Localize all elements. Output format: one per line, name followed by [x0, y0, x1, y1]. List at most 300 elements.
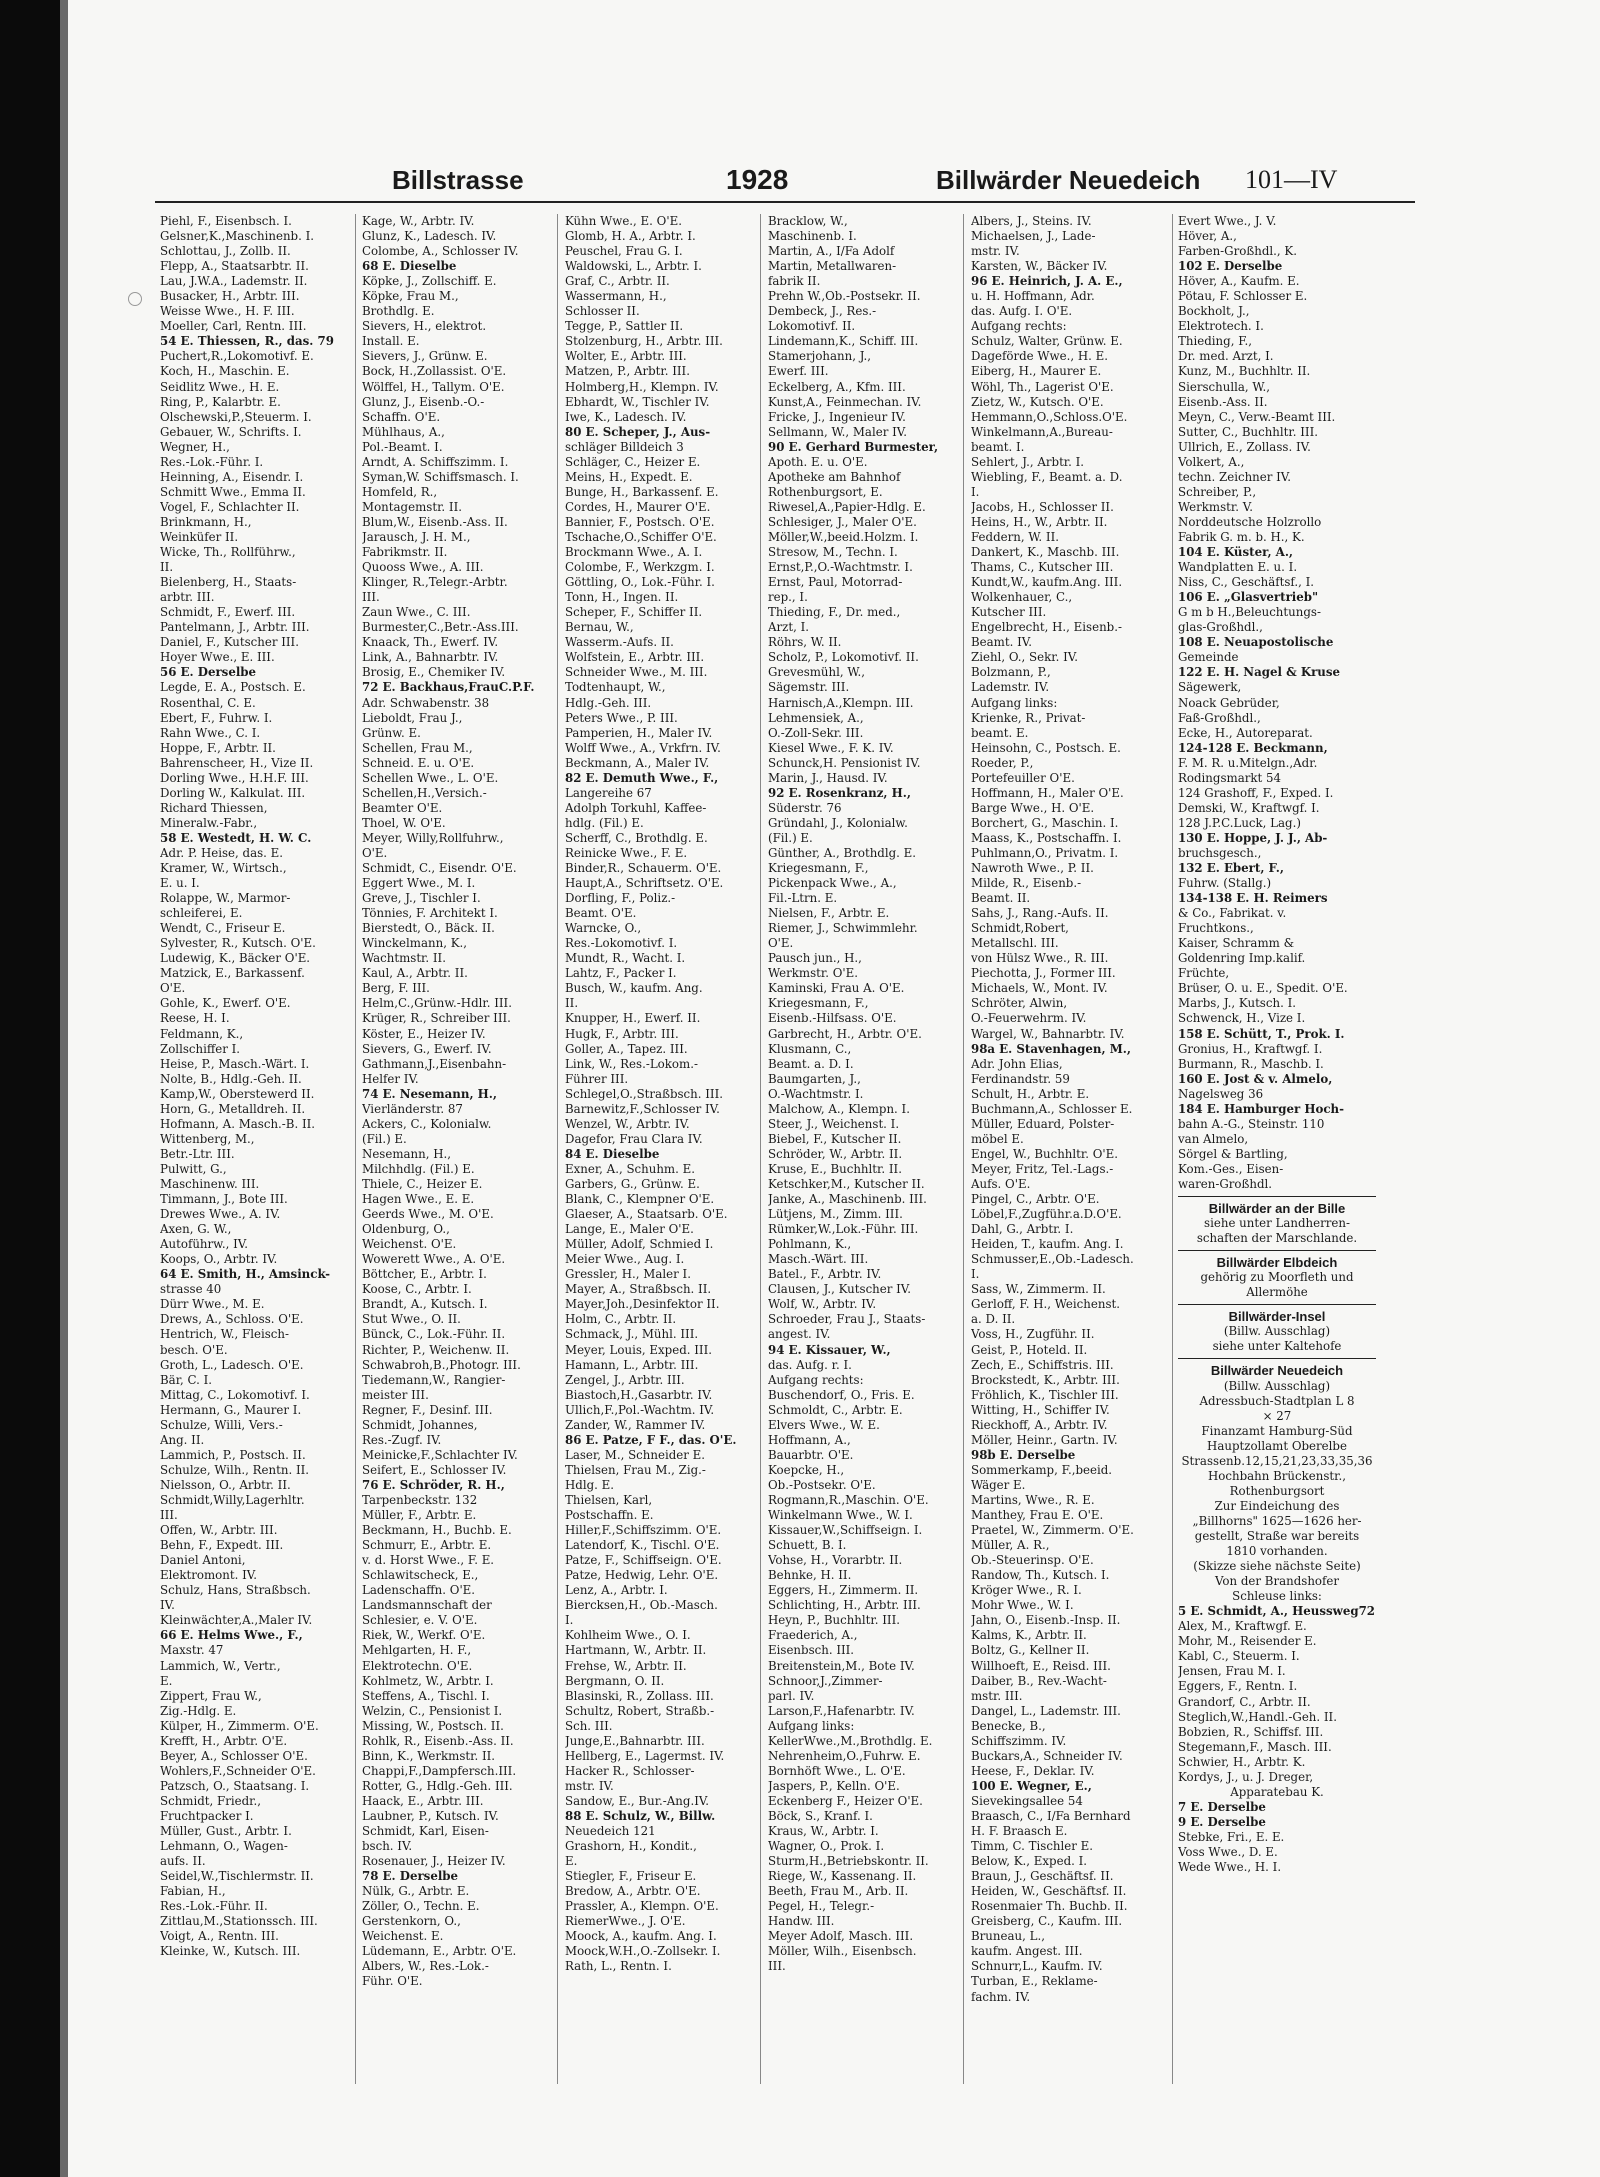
directory-entry: Fuhrw. (Stallg.): [1178, 876, 1272, 891]
column-divider: [1172, 214, 1173, 2084]
directory-entry: Ullich,F.,Pol.-Wachtm. IV.: [565, 1402, 715, 1417]
directory-entry: Niss, C., Geschäftsf., I.: [1178, 575, 1315, 590]
directory-entry: Groth, L., Ladesch. O'E.: [160, 1357, 304, 1372]
directory-entry: Heins, H., W., Arbtr. II.: [971, 514, 1108, 529]
directory-entry: Werkmstr. V.: [1178, 499, 1253, 514]
directory-entry: & Co., Fabrikat. v.: [1178, 906, 1287, 921]
directory-entry: Brothdlg. E.: [362, 304, 435, 319]
directory-entry: Schmidt,Robert,: [971, 921, 1069, 936]
directory-entry: Schellen,H.,Versich.-: [362, 785, 487, 800]
directory-entry: Külper, H., Zimmerm. O'E.: [160, 1718, 319, 1733]
directory-entry: Blum,W., Eisenb.-Ass. II.: [362, 514, 508, 529]
directory-entry: Quooss Wwe., A. III.: [362, 560, 484, 575]
section-note: (Billw. Ausschlag): [1223, 1378, 1331, 1393]
directory-entry: Latendorf, K., Tischl. O'E.: [565, 1538, 720, 1553]
directory-entry: Vogel, F., Schlachter II.: [160, 499, 300, 514]
directory-entry: Dankert, K., Maschb. III.: [971, 545, 1120, 560]
directory-entry: Pamperien, H., Maler IV.: [565, 725, 713, 740]
directory-entry: Schmurr, E., Arbtr. E.: [362, 1538, 492, 1553]
directory-entry: Puchert,R.,Lokomotivf. E.: [160, 349, 314, 364]
directory-entry: Adr. P. Heise, das. E.: [160, 845, 284, 860]
directory-entry: Meyer, Louis, Exped. III.: [565, 1342, 712, 1357]
directory-entry: Schneid. E. u. O'E.: [362, 755, 475, 770]
directory-entry: Möller, Heinr., Gartn. IV.: [971, 1432, 1118, 1447]
directory-entry: Stolzenburg, H., Arbtr. III.: [565, 334, 723, 349]
directory-entry: Fruchtkons.,: [1178, 921, 1254, 936]
directory-entry: 160 E. Jost & v. Almelo,: [1178, 1071, 1333, 1086]
directory-entry: 72 E. Backhaus,FrauC.P.F.: [362, 680, 535, 695]
directory-entry: Wolter, E., Arbtr. III.: [565, 349, 687, 364]
directory-entry: rep., I.: [768, 590, 808, 605]
directory-entry: 98b E. Derselbe: [971, 1447, 1076, 1462]
directory-entry: Legde, E. A., Postsch. E.: [160, 680, 306, 695]
directory-entry: Mittag, C., Lokomotivf. I.: [160, 1387, 310, 1402]
directory-entry: Schlottau, J., Zollb. II.: [160, 244, 291, 259]
directory-entry: Schmidt,Willy,Lagerhltr.: [160, 1492, 305, 1507]
directory-entry: Link, W., Res.-Lokom.-: [565, 1056, 698, 1071]
directory-entry: Wowerett Wwe., A. O'E.: [362, 1252, 506, 1267]
directory-entry: Gressler, H., Maler I.: [565, 1267, 691, 1282]
directory-entry: Mineralw.-Fabr.,: [160, 815, 258, 830]
directory-entry: Greisberg, C., Kaufm. III.: [971, 1914, 1123, 1929]
directory-entry: Klusmann, C.,: [768, 1041, 852, 1056]
directory-entry: Busch, W., kaufm. Ang.: [565, 981, 703, 996]
directory-entry: Zig.-Hdlg. E.: [160, 1703, 237, 1718]
directory-entry: Ewerf. III.: [768, 364, 829, 379]
directory-entry: glas-Großhdl.,: [1178, 620, 1263, 635]
directory-entry: Scherff, C., Brothdlg. E.: [565, 830, 708, 845]
directory-entry: Vierländerstr. 87: [362, 1101, 463, 1116]
directory-entry: Elvers Wwe., W. E.: [768, 1417, 880, 1432]
directory-entry: Zengel, J., Arbtr. III.: [565, 1372, 685, 1387]
directory-entry: Bannier, F., Postsch. O'E.: [565, 514, 715, 529]
directory-entry: Marbs, J., Kutsch. I.: [1178, 996, 1296, 1011]
directory-entry: 158 E. Schütt, T., Prok. I.: [1178, 1026, 1345, 1041]
directory-entry: Rodingsmarkt 54: [1178, 770, 1282, 785]
directory-entry: v. d. Horst Wwe., F. E.: [362, 1553, 495, 1568]
directory-entry: Weisse Wwe., H. F. III.: [160, 304, 295, 319]
directory-entry: Gronius, H., Kraftwgf. I.: [1178, 1041, 1323, 1056]
directory-entry: Link, A., Bahnarbtr. IV.: [362, 650, 499, 665]
directory-entry: Eisenbsch. III.: [768, 1643, 855, 1658]
directory-entry: Berg, F. III.: [362, 981, 430, 996]
directory-entry: Eckelberg, A., Kfm. III.: [768, 379, 906, 394]
directory-entry: Wolkenhauer, C.,: [971, 590, 1073, 605]
directory-entry: Janke, A., Maschinenb. III.: [768, 1192, 927, 1207]
directory-entry: 96 E. Heinrich, J. A. E.,: [971, 274, 1123, 289]
directory-entry: Burmann, R., Maschb. I.: [1178, 1056, 1324, 1071]
directory-entry: Schmoldt, C., Arbtr. E.: [768, 1402, 903, 1417]
directory-entry: Pulwitt, G.,: [160, 1161, 227, 1176]
section-note: siehe unter Kaltehofe: [1212, 1339, 1342, 1354]
directory-entry: Mehlgarten, H. F.,: [362, 1643, 472, 1658]
directory-entry: RiemerWwe., J. O'E.: [565, 1914, 686, 1929]
directory-entry: II.: [565, 996, 579, 1011]
directory-entry: Manthey, Frau E. O'E.: [971, 1508, 1104, 1523]
directory-entry: Res.-Lokomotivf. I.: [565, 936, 678, 951]
directory-entry: Dorfling, F., Poliz.-: [565, 891, 676, 906]
directory-entry: Beyer, A., Schlosser O'E.: [160, 1748, 308, 1763]
section-note: schaften der Marschlande.: [1196, 1231, 1358, 1246]
directory-entry: Sörgel & Bartling,: [1178, 1146, 1288, 1161]
section-rule: [1178, 1304, 1376, 1305]
directory-entry: Ecke, H., Autoreparat.: [1178, 725, 1313, 740]
directory-entry: Heiden, T., kaufm. Ang. I.: [971, 1237, 1124, 1252]
directory-entry: Wandplatten E. u. I.: [1178, 560, 1298, 575]
directory-entry: Beamt. O'E.: [565, 906, 637, 921]
directory-entry: Stebke, Fri., E. E.: [1178, 1829, 1285, 1844]
directory-entry: 5 E. Schmidt, A., Heussweg72: [1178, 1604, 1375, 1619]
directory-entry: Betr.-Ltr. III.: [160, 1146, 235, 1161]
directory-entry: Jarausch, J. H. M.,: [362, 529, 471, 544]
directory-entry: Meinicke,F.,Schlachter IV.: [362, 1447, 518, 1462]
directory-entry: Reinicke Wwe., F. E.: [565, 845, 688, 860]
directory-entry: 90 E. Gerhard Burmester,: [768, 439, 939, 454]
directory-entry: Pol.-Beamt. I.: [362, 439, 443, 454]
directory-entry: E. u. I.: [160, 876, 200, 891]
directory-entry: Laser, M., Schneider E.: [565, 1447, 705, 1462]
directory-entry: Schmidt, C., Eisendr. O'E.: [362, 861, 517, 876]
directory-entry: Maxstr. 47: [160, 1643, 224, 1658]
directory-entry: 108 E. Neuapostolische: [1178, 635, 1334, 650]
directory-entry: Nolte, B., Hdlg.-Geh. II.: [160, 1071, 302, 1086]
directory-entry: Kom.-Ges., Eisen-: [1178, 1161, 1284, 1176]
directory-entry: Pantelmann, J., Arbtr. III.: [160, 620, 310, 635]
directory-entry: II.: [160, 560, 174, 575]
directory-entry: Apoth. E. u. O'E.: [768, 454, 868, 469]
directory-entry: Chappi,F.,Dampfersch.III.: [362, 1763, 517, 1778]
directory-entry: Install. E.: [362, 334, 420, 349]
directory-entry: O.-Feuerwehrm. IV.: [971, 1011, 1087, 1026]
directory-entry: E.: [160, 1673, 173, 1688]
directory-entry: 130 E. Hoppe, J. J., Ab-: [1178, 830, 1328, 845]
directory-entry: Haupt,A., Schriftsetz. O'E.: [565, 876, 724, 891]
directory-entry: Larson,F.,Hafenarbtr. IV.: [768, 1703, 915, 1718]
running-head-year: 1928: [726, 164, 789, 195]
directory-entry: Schroeder, Frau J., Staats-: [768, 1312, 926, 1327]
directory-entry: 54 E. Thiessen, R., das. 79: [160, 334, 334, 349]
directory-entry: Kohlheim Wwe., O. I.: [565, 1628, 691, 1643]
directory-entry: Kunz, M., Buchhltr. II.: [1178, 364, 1311, 379]
directory-entry: Olschewski,P.,Steuerm. I.: [160, 409, 312, 424]
directory-entry: Homfeld, R.,: [362, 484, 438, 499]
directory-entry: 122 E. H. Nagel & Kruse: [1178, 665, 1341, 680]
directory-entry: Patze, Hedwig, Lehr. O'E.: [565, 1568, 719, 1583]
directory-entry: Vohse, H., Vorarbtr. II.: [768, 1553, 903, 1568]
directory-entry: Schlesier, e. V. O'E.: [362, 1613, 478, 1628]
directory-entry: Eggers, H., Zimmerm. II.: [768, 1583, 919, 1598]
directory-entry: Beamt. a. D. I.: [768, 1056, 854, 1071]
directory-entry: Nielsson, O., Arbtr. II.: [160, 1477, 291, 1492]
section-note: Adressbuch-Stadtplan L 8: [1199, 1393, 1355, 1408]
directory-entry: Kröger Wwe., R. I.: [971, 1583, 1082, 1598]
section-note: Zur Eindeichung des: [1214, 1498, 1340, 1513]
directory-entry: Handw. III.: [768, 1914, 835, 1929]
directory-entry: Sellmann, W., Maler IV.: [768, 424, 907, 439]
directory-entry: 124 Grashoff, F., Exped. I.: [1178, 785, 1334, 800]
directory-entry: Schröter, Alwin,: [971, 996, 1068, 1011]
directory-entry: Schwabroh,B.,Photogr. III.: [362, 1357, 521, 1372]
directory-entry: Wassermann, H.,: [565, 289, 667, 304]
directory-entry: Stegemann,F., Masch. III.: [1178, 1739, 1332, 1754]
directory-entry: Fabrikmstr. II.: [362, 545, 448, 560]
section-note: gehörig zu Moorfleth und: [1200, 1270, 1354, 1285]
directory-entry: I.: [971, 484, 980, 499]
directory-entry: Marin, J., Hausd. IV.: [768, 770, 888, 785]
directory-entry: Buckars,A., Schneider IV.: [971, 1748, 1123, 1763]
directory-entry: Göttling, O., Lok.-Führ. I.: [565, 575, 715, 590]
directory-entry: III.: [362, 590, 380, 605]
directory-entry: 134-138 E. H. Reimers: [1178, 891, 1328, 906]
directory-entry: Glunz, J., Eisenb.-O.-: [362, 394, 485, 409]
directory-entry: Sägemstr. III.: [768, 680, 850, 695]
directory-entry: Wittenberg, M.,: [160, 1131, 255, 1146]
directory-entry: Nesemann, H.,: [362, 1146, 452, 1161]
margin-stamp-icon: [128, 292, 142, 306]
directory-column-3: [565, 214, 755, 2084]
directory-entry: schleiferei, E.: [160, 906, 243, 921]
directory-entry: Aufgang links:: [971, 695, 1058, 710]
directory-entry: Rieckhoff, A., Arbtr. IV.: [971, 1417, 1108, 1432]
directory-entry: Schwier, H., Arbtr. K.: [1178, 1754, 1306, 1769]
directory-entry: Binn, K., Werkmstr. II.: [362, 1748, 496, 1763]
directory-entry: Sommerkamp, F.,beeid.: [971, 1462, 1113, 1477]
directory-entry: Meyer, Willy,Rollfuhrw.,: [362, 830, 504, 845]
directory-entry: Hemmann,O.,Schloss.O'E.: [971, 409, 1128, 424]
directory-entry: Kaminski, Frau A. O'E.: [768, 981, 905, 996]
street-section-title: Billwärder Elbdeich: [1216, 1255, 1338, 1271]
directory-entry: Moeller, Carl, Rentn. III.: [160, 319, 307, 334]
directory-entry: Voigt, A., Rentn. III.: [160, 1929, 279, 1944]
directory-entry: Weichenst. O'E.: [362, 1237, 457, 1252]
directory-entry: 9 E. Derselbe: [1178, 1814, 1266, 1829]
directory-entry: 98a E. Stavenhagen, M.,: [971, 1041, 1131, 1056]
directory-entry: Müller, A. R.,: [971, 1538, 1050, 1553]
directory-entry: Schellen, Frau M.,: [362, 740, 473, 755]
column-divider: [557, 214, 558, 2084]
directory-entry: Binder,R., Schauerm. O'E.: [565, 861, 722, 876]
directory-entry: Ob.-Postsekr. O'E.: [768, 1477, 876, 1492]
directory-entry: 94 E. Kissauer, W.,: [768, 1342, 891, 1357]
directory-entry: Kundt,W., kaufm.Ang. III.: [971, 575, 1123, 590]
directory-entry: Schneider Wwe., M. III.: [565, 665, 708, 680]
directory-entry: Müller, F., Arbtr. E.: [362, 1508, 477, 1523]
directory-entry: Stiegler, F., Friseur E.: [565, 1869, 697, 1884]
directory-entry: Lau, J.W.A., Lademstr. II.: [160, 274, 308, 289]
directory-entry: Aufs. O'E.: [971, 1177, 1031, 1191]
directory-entry: Kutscher III.: [971, 605, 1047, 620]
directory-entry: Randow, Th., Kutsch. I.: [971, 1568, 1110, 1583]
directory-entry: möbel E.: [971, 1131, 1024, 1146]
directory-entry: Knaack, Th., Ewerf. IV.: [362, 635, 499, 650]
directory-entry: Dangel, L., Lademstr. III.: [971, 1703, 1121, 1718]
directory-entry: 102 E. Derselbe: [1178, 259, 1283, 274]
section-rule: [1178, 1196, 1376, 1197]
directory-entry: beamt. E.: [971, 725, 1029, 740]
directory-entry: Maschinenb. I.: [768, 229, 857, 244]
directory-entry: Turban, E., Reklame-: [971, 1974, 1098, 1989]
directory-entry: Zaun Wwe., C. III.: [362, 605, 471, 620]
directory-entry: Schult, H., Arbtr. E.: [971, 1086, 1090, 1101]
directory-entry: Beamter O'E.: [362, 800, 443, 815]
directory-entry: Rolappe, W., Marmor-: [160, 891, 291, 906]
directory-entry: Schröder, W., Arbtr. II.: [768, 1146, 903, 1161]
directory-entry: meister III.: [362, 1387, 429, 1402]
directory-entry: Axen, G. W.,: [160, 1222, 232, 1237]
directory-entry: Mayer,Joh.,Desinfektor II.: [565, 1297, 720, 1312]
directory-entry: Dembeck, J., Res.-: [768, 304, 877, 319]
directory-entry: Junge,E.,Bahnarbtr. III.: [565, 1733, 705, 1748]
directory-entry: Grandorf, C., Arbtr. II.: [1178, 1694, 1311, 1709]
directory-entry: Bruneau, L.,: [971, 1929, 1045, 1944]
directory-entry: Arzt, I.: [768, 620, 810, 635]
directory-entry: Richard Thiessen,: [160, 800, 268, 815]
section-note: Finanzamt Hamburg-Süd: [1201, 1423, 1353, 1438]
directory-entry: besch. O'E.: [160, 1342, 228, 1357]
street-section-title: Billwärder Neuedeich: [1210, 1363, 1344, 1379]
directory-entry: Albers, J., Steins. IV.: [971, 214, 1092, 228]
directory-entry: hdlg. (Fil.) E.: [565, 815, 644, 830]
directory-entry: Biercksen,H., Ob.-Masch.: [565, 1598, 718, 1613]
directory-entry: bruchsgesch.,: [1178, 845, 1262, 860]
directory-entry: Thielsen, Karl,: [565, 1492, 653, 1507]
directory-entry: Bredow, A., Arbtr. O'E.: [565, 1884, 701, 1899]
directory-entry: Scholz, P., Lokomotivf. II.: [768, 650, 919, 665]
directory-entry: Wolf, W., Arbtr. IV.: [768, 1297, 877, 1312]
directory-entry: Bracklow, W.,: [768, 214, 848, 228]
directory-entry: Busacker, H., Arbtr. III.: [160, 289, 300, 304]
directory-entry: Tiedemann,W., Rangier-: [362, 1372, 506, 1387]
directory-entry: Voss Wwe., D. E.: [1178, 1844, 1278, 1859]
directory-entry: Jaspers, P., Kelln. O'E.: [768, 1778, 900, 1793]
directory-entry: Müller, Gust., Arbtr. I.: [160, 1824, 292, 1839]
directory-entry: Hoffmann, H., Maler O'E.: [971, 785, 1124, 800]
directory-entry: 132 E. Ebert, F.,: [1178, 861, 1284, 876]
directory-entry: 68 E. Dieselbe: [362, 259, 457, 274]
directory-entry: Stamerjohann, J.,: [768, 349, 872, 364]
directory-entry: Höver, A.,: [1178, 229, 1237, 244]
section-note: Apparatebau K.: [1230, 1784, 1324, 1799]
directory-entry: Nielsen, F., Arbtr. E.: [768, 906, 890, 921]
directory-entry: Steer, J., Weichenst. I.: [768, 1116, 900, 1131]
directory-entry: Schläger, C., Heizer E.: [565, 454, 701, 469]
directory-entry: Beckmann, A., Maler IV.: [565, 755, 710, 770]
directory-entry: Malchow, A., Klempn. I.: [768, 1101, 910, 1116]
directory-entry: Ladenschaffn. O'E.: [362, 1583, 476, 1598]
directory-entry: Pegel, H., Telegr.-: [768, 1899, 875, 1914]
directory-entry: Helm,C.,Grünw.-Hdlr. III.: [362, 996, 512, 1011]
directory-entry: Bär, C. I.: [160, 1372, 213, 1387]
directory-entry: Zollschiffer I.: [160, 1041, 241, 1056]
directory-entry: Scheper, F., Schiffer II.: [565, 605, 703, 620]
directory-entry: Greve, J., Tischler I.: [362, 891, 481, 906]
directory-entry: Knupper, H., Ewerf. II.: [565, 1011, 701, 1026]
column-divider: [963, 214, 964, 2084]
directory-entry: Wäger E.: [971, 1477, 1026, 1492]
directory-entry: Barge Wwe., H. O'E.: [971, 800, 1095, 815]
directory-entry: Elektromont. IV.: [160, 1568, 257, 1583]
directory-entry: (Fil.) E.: [768, 830, 813, 845]
section-note: Hochbahn Brückenstr.,: [1207, 1468, 1346, 1483]
directory-entry: Löbel,F.,Zugführ.a.D.O'E.: [971, 1207, 1122, 1222]
directory-entry: Schunck,H. Pensionist IV.: [768, 755, 921, 770]
directory-entry: Kriegesmann, F.,: [768, 861, 869, 876]
directory-entry: Gohle, K., Ewerf. O'E.: [160, 996, 291, 1011]
directory-entry: Sievers, J., Grünw. E.: [362, 349, 488, 364]
scan-border-shadow: [60, 0, 68, 2177]
directory-entry: Res.-Lok.-Führ. I.: [160, 454, 264, 469]
directory-entry: Aufgang links:: [768, 1718, 855, 1733]
directory-entry: Eisenb.-Hilfsass. O'E.: [768, 1011, 897, 1026]
directory-entry: Heise, P., Masch.-Wärt. I.: [160, 1056, 310, 1071]
directory-entry: Krüger, R., Schreiber III.: [362, 1011, 511, 1026]
directory-entry: Braasch, C., I/Fa Bernhard: [971, 1808, 1131, 1823]
directory-entry: Fabrik G. m. b. H., K.: [1178, 529, 1305, 544]
directory-entry: Meyn, C., Verw.-Beamt III.: [1178, 409, 1336, 424]
directory-entry: arbtr. III.: [160, 590, 215, 605]
directory-entry: Ebhardt, W., Tischler IV.: [565, 394, 710, 409]
directory-entry: mstr. IV.: [565, 1778, 614, 1793]
directory-entry: fachm. IV.: [971, 1989, 1031, 2004]
directory-entry: Exner, A., Schuhm. E.: [565, 1161, 695, 1176]
directory-entry: Reese, H. I.: [160, 1011, 230, 1026]
street-section-title: Billwärder-Insel: [1228, 1309, 1326, 1325]
directory-entry: Sutter, C., Buchhltr. III.: [1178, 424, 1318, 439]
directory-entry: Schellen Wwe., L. O'E.: [362, 770, 499, 785]
directory-entry: Feddern, W. II.: [971, 529, 1059, 544]
directory-entry: Wohlers,F.,Schneider O'E.: [160, 1763, 316, 1778]
directory-entry: Ring, P., Kalarbtr. E.: [160, 394, 281, 409]
directory-entry: Lange, E., Maler O'E.: [565, 1222, 694, 1237]
directory-entry: Apotheke am Bahnhof: [768, 469, 901, 484]
directory-column-2: [362, 214, 552, 2084]
directory-entry: Sierschulla, W.,: [1178, 379, 1270, 394]
directory-entry: Brockmann Wwe., A. I.: [565, 545, 703, 560]
directory-entry: Werkmstr. O'E.: [768, 966, 859, 981]
directory-entry: Holm, C., Arbtr. II.: [565, 1312, 677, 1327]
directory-entry: Regner, F., Desinf. III.: [362, 1402, 493, 1417]
directory-entry: u. H. Hoffmann, Adr.: [971, 289, 1095, 304]
directory-entry: Martin, A., I/Fa Adolf: [768, 244, 895, 259]
directory-entry: Missing, W., Postsch. II.: [362, 1718, 504, 1733]
directory-entry: Kiesel Wwe., F. K. IV.: [768, 740, 894, 755]
directory-entry: Timm, C. Tischler E.: [971, 1839, 1094, 1854]
directory-entry: Koops, O., Arbtr. IV.: [160, 1252, 278, 1267]
directory-entry: Adr. John Elias,: [971, 1056, 1063, 1071]
directory-entry: Sievers, G., Ewerf. IV.: [362, 1041, 492, 1056]
directory-entry: Winkelmann Wwe., W. I.: [768, 1508, 913, 1523]
directory-entry: Kriegesmann, F.,: [768, 996, 869, 1011]
directory-entry: Brandt, A., Kutsch. I.: [362, 1297, 488, 1312]
directory-entry: Hentrich, W., Fleisch-: [160, 1327, 289, 1342]
directory-entry: Piechotta, J., Former III.: [971, 966, 1116, 981]
directory-entry: Syman,W. Schiffsmasch. I.: [362, 469, 519, 484]
directory-entry: Wegner, H.,: [160, 439, 230, 454]
directory-entry: Sehlert, J., Arbtr. I.: [971, 454, 1085, 469]
directory-entry: Goldenring Imp.kalif.: [1178, 951, 1306, 966]
section-note: Schleuse links:: [1232, 1589, 1322, 1604]
directory-entry: Ebert, F., Fuhrw. I.: [160, 710, 273, 725]
directory-entry: Schmitt Wwe., Emma II.: [160, 484, 306, 499]
directory-entry: Oldenburg, O.,: [362, 1222, 450, 1237]
directory-entry: (Fil.) E.: [362, 1131, 407, 1146]
directory-entry: strasse 40: [160, 1282, 222, 1297]
running-head-next-street: Billwärder Neuedeich: [936, 165, 1201, 195]
directory-entry: Schmusser,E.,Ob.-Ladesch.: [971, 1252, 1134, 1267]
directory-entry: 58 E. Westedt, H. W. C.: [160, 830, 312, 845]
section-note: „Billhorns" 1625—1626 her-: [1192, 1513, 1362, 1528]
directory-entry: Autoführw., IV.: [160, 1237, 248, 1252]
